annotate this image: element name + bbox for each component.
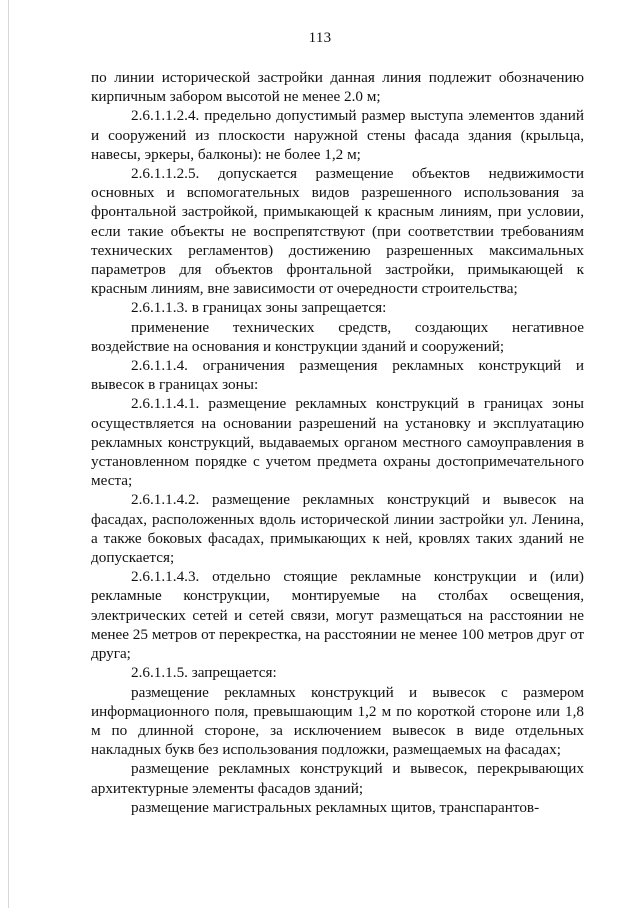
paragraph: размещение рекламных конструкций и вывесок с размером информационного поля, превышающим 1,2 м по короткой стороне или 1,8 м по длинной стороне, за исключением вывесок в виде отдельных накладных букв без использования подложки, размещаемых на фасадах;: [91, 683, 584, 759]
paragraph: 2.6.1.1.2.5. допускается размещение объектов недвижимости основных и вспомогательных видов разрешенного использования за фронтальной застройкой, примыкающей к красным линиям, при условии, если такие объекты не воспрепятствуют (при соответствии требованиям технических регламентов) достижению разрешенных максимальных параметров для объектов фронтальной застройки, примыкающей к красным линиям, вне зависимости от очередности строительства;: [91, 165, 584, 298]
paragraph: 2.6.1.1.4.3. отдельно стоящие рекламные конструкции и (или) рекламные конструкции, монтируемые на столбах освещения, электрических сетей и сетей связи, могут размещаться на расстоянии не менее 25 метров от перекрестка, на расстоянии не менее 100 метров друг от друга;: [91, 568, 584, 663]
paragraph: размещение рекламных конструкций и вывесок, перекрывающих архитектурные элементы фасадов зданий;: [91, 760, 584, 797]
paragraph: применение технических средств, создающих негативное воздействие на основания и конструкции зданий и сооружений;: [91, 318, 584, 355]
paragraph: по линии исторической застройки данная линия подлежит обозначению кирпичным забором высотой не менее 2.0 м;: [91, 69, 584, 106]
paragraph: 2.6.1.1.5. запрещается:: [131, 664, 277, 682]
page-number: 113: [308, 30, 332, 46]
paragraph: размещение магистральных рекламных щитов, транспарантов-: [131, 798, 540, 816]
scan-edge-line: [8, 0, 9, 908]
paragraph: 2.6.1.1.4.2. размещение рекламных конструкций и вывесок на фасадах, расположенных вдоль исторической линии застройки ул. Ленина, а также боковых фасадах, примыкающих к ней, кровлях таких зданий не допускается;: [91, 491, 584, 567]
paragraph: 2.6.1.1.3. в границах зоны запрещается:: [131, 299, 387, 317]
document-body: [91, 68, 584, 817]
paragraph: 2.6.1.1.4.1. размещение рекламных конструкций в границах зоны осуществляется на основании разрешений на установку и эксплуатацию рекламных конструкций, выдаваемых органом местного самоуправления в установленном порядке с учетом предмета охраны достопримечательного места;: [91, 395, 584, 490]
paragraph: 2.6.1.1.2.4. предельно допустимый размер выступа элементов зданий и сооружений из плоскости наружной стены фасада здания (крыльца, навесы, эркеры, балконы): не более 1,2 м;: [91, 107, 584, 163]
paragraph: 2.6.1.1.4. ограничения размещения рекламных конструкций и вывесок в границах зоны:: [91, 357, 584, 394]
